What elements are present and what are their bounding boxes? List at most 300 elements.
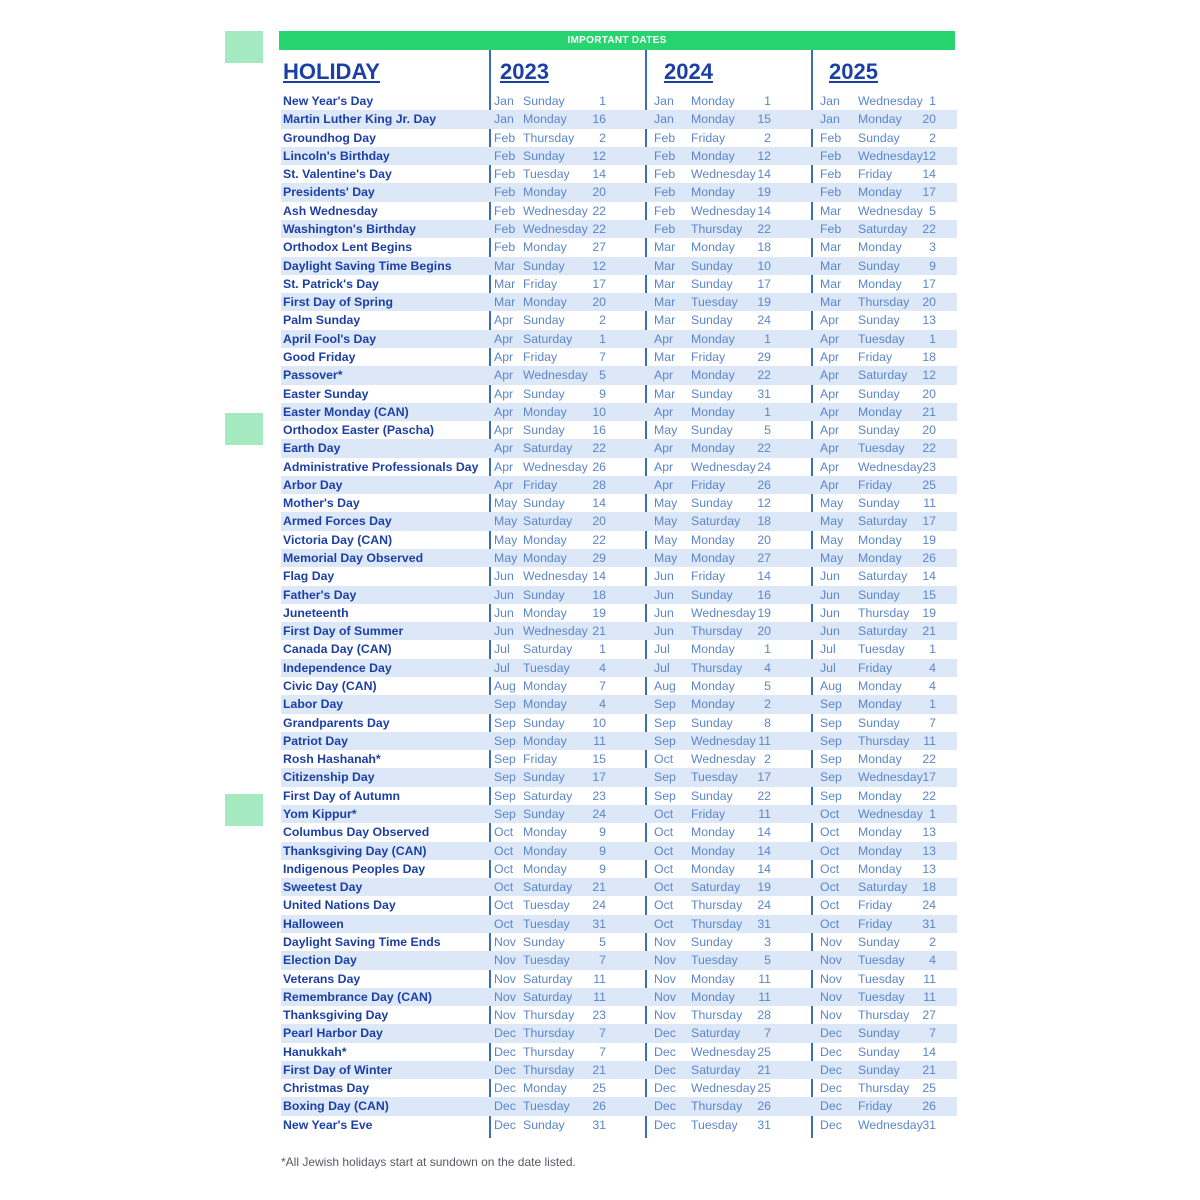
2023-day-number: 17 — [592, 276, 606, 291]
2023-weekday: Tuesday — [523, 916, 570, 931]
2025-weekday: Tuesday — [858, 331, 905, 346]
table-row — [281, 842, 957, 860]
table-row — [281, 622, 957, 640]
2025-weekday: Monday — [858, 185, 902, 200]
2025-day-number: 11 — [923, 496, 936, 511]
2024-weekday: Monday — [691, 185, 735, 200]
holiday-name: Easter Monday (CAN) — [283, 404, 409, 419]
holiday-name: April Fool's Day — [283, 331, 377, 346]
2023-day-number: 17 — [592, 770, 606, 785]
2025-day-number: 9 — [929, 258, 936, 273]
2023-day-number: 9 — [599, 386, 606, 401]
table-row — [281, 110, 957, 128]
table-row — [281, 1097, 957, 1115]
2025-month: Dec — [820, 1099, 842, 1114]
2025-weekday: Monday — [858, 404, 902, 419]
2024-day-number: 24 — [757, 898, 771, 913]
2023-day-number: 5 — [599, 368, 606, 383]
2024-month: Jan — [654, 112, 674, 127]
2023-day-number: 24 — [592, 806, 606, 821]
2025-month: Feb — [820, 167, 842, 182]
holiday-name: Hanukkah* — [283, 1044, 347, 1059]
2024-month: Apr — [654, 404, 674, 419]
holiday-name: United Nations Day — [283, 898, 396, 913]
table-row — [281, 293, 957, 311]
2023-weekday: Friday — [523, 752, 558, 767]
2024-day-number: 22 — [757, 368, 771, 383]
2024-month: Dec — [654, 1081, 676, 1096]
2025-month: Apr — [820, 441, 840, 456]
holiday-name: First Day of Autumn — [283, 788, 401, 803]
holiday-name: Martin Luther King Jr. Day — [283, 112, 437, 127]
table-row — [281, 220, 957, 238]
2025-day-number: 20 — [922, 386, 936, 401]
table-row — [281, 695, 957, 713]
2023-weekday: Sunday — [523, 715, 565, 730]
2025-day-number: 20 — [922, 295, 936, 310]
2023-day-number: 22 — [592, 532, 606, 547]
2024-weekday: Wednesday — [691, 1044, 756, 1059]
2025-month: Dec — [820, 1062, 842, 1077]
2024-weekday: Sunday — [691, 788, 733, 803]
2024-day-number: 5 — [764, 679, 771, 693]
2024-day-number: 26 — [757, 477, 771, 492]
2023-weekday: Sunday — [523, 423, 565, 438]
2025-day-number: 17 — [922, 185, 936, 200]
2023-weekday: Saturday — [523, 989, 573, 1004]
holiday-name: Pearl Harbor Day — [283, 1026, 383, 1041]
2025-weekday: Tuesday — [858, 441, 905, 456]
2025-month: Apr — [820, 477, 840, 492]
2023-month: Jul — [494, 660, 510, 675]
2025-day-number: 7 — [929, 715, 936, 730]
2024-month: Dec — [654, 1099, 676, 1114]
holiday-name: Christmas Day — [283, 1081, 370, 1096]
table-row — [281, 531, 957, 549]
2023-weekday: Sunday — [523, 258, 565, 273]
2023-weekday: Tuesday — [523, 953, 570, 968]
2025-day-number: 17 — [922, 276, 936, 291]
2024-day-number: 5 — [764, 953, 771, 968]
2023-month: Apr — [494, 331, 514, 346]
2025-month: Nov — [820, 934, 842, 949]
2024-weekday: Wednesday — [691, 752, 756, 767]
2024-weekday: Monday — [691, 989, 735, 1004]
2023-day-number: 14 — [592, 167, 606, 182]
2025-day-number: 14 — [922, 167, 936, 182]
2023-day-number: 9 — [599, 861, 606, 876]
holiday-name: Yom Kippur* — [283, 806, 357, 821]
2024-month: May — [654, 532, 678, 547]
2023-month: Jun — [494, 569, 514, 584]
holiday-name: Veterans Day — [283, 971, 361, 986]
holiday-name: Daylight Saving Time Ends — [283, 934, 441, 949]
2024-weekday: Wednesday — [691, 167, 756, 182]
2023-weekday: Saturday — [523, 441, 573, 456]
2024-weekday: Wednesday — [691, 203, 756, 218]
2024-weekday: Friday — [691, 477, 726, 492]
2023-month: Feb — [494, 148, 516, 163]
page-tab-top — [225, 31, 263, 63]
holiday-name: Armed Forces Day — [283, 514, 392, 529]
2023-day-number: 14 — [592, 496, 606, 511]
2023-weekday: Monday — [523, 240, 567, 255]
2025-day-number: 21 — [922, 624, 936, 639]
2023-weekday: Monday — [523, 112, 567, 127]
2023-weekday: Monday — [523, 843, 567, 858]
2023-day-number: 12 — [592, 148, 606, 163]
2024-weekday: Tuesday — [691, 953, 738, 968]
2023-weekday: Tuesday — [523, 898, 570, 913]
2024-month: Feb — [654, 221, 676, 236]
2023-day-number: 9 — [599, 825, 606, 840]
2023-day-number: 20 — [592, 295, 606, 310]
2024-day-number: 5 — [764, 423, 771, 438]
2023-month: Feb — [494, 203, 516, 218]
table-row — [281, 787, 957, 805]
2023-weekday: Monday — [523, 679, 567, 693]
table-row — [281, 714, 957, 732]
2023-month: Nov — [494, 989, 516, 1004]
2024-weekday: Tuesday — [691, 770, 738, 785]
2024-weekday: Monday — [691, 642, 735, 657]
2023-weekday: Monday — [523, 1081, 567, 1096]
2025-weekday: Saturday — [858, 880, 908, 895]
2024-day-number: 24 — [757, 459, 771, 474]
2024-month: Sep — [654, 770, 676, 785]
2024-weekday: Sunday — [691, 715, 733, 730]
2024-month: Oct — [654, 861, 674, 876]
2024-month: Feb — [654, 203, 676, 218]
2025-month: May — [820, 532, 844, 547]
2024-month: Sep — [654, 697, 676, 712]
2024-month: Oct — [654, 825, 674, 840]
2023-day-number: 4 — [599, 660, 606, 675]
2024-weekday: Friday — [691, 130, 726, 145]
2023-month: Sep — [494, 788, 516, 803]
2025-day-number: 4 — [929, 679, 936, 693]
banner-title: IMPORTANT DATES — [279, 31, 955, 50]
2023-weekday: Monday — [523, 861, 567, 876]
table-row — [281, 165, 957, 183]
2025-day-number: 11 — [923, 971, 936, 986]
2023-weekday: Wednesday — [523, 203, 588, 218]
2023-day-number: 2 — [599, 313, 606, 328]
2024-month: Jul — [654, 660, 670, 675]
2024-day-number: 1 — [764, 642, 771, 657]
2024-day-number: 2 — [764, 752, 771, 767]
2025-day-number: 26 — [922, 551, 936, 566]
holiday-name: Indigenous Peoples Day — [283, 861, 426, 876]
2025-weekday: Thursday — [858, 1081, 910, 1096]
2024-month: Apr — [654, 477, 674, 492]
2023-month: Aug — [494, 679, 516, 693]
2023-weekday: Sunday — [523, 806, 565, 821]
2025-day-number: 3 — [929, 240, 936, 255]
table-row — [281, 476, 957, 494]
2023-weekday: Monday — [523, 605, 567, 620]
2025-month: Nov — [820, 953, 842, 968]
2024-day-number: 27 — [757, 551, 771, 566]
2025-month: Oct — [820, 843, 840, 858]
2025-month: Oct — [820, 880, 840, 895]
2023-month: Feb — [494, 221, 516, 236]
2025-weekday: Sunday — [858, 130, 900, 145]
2023-month: Jun — [494, 587, 514, 602]
table-row — [281, 878, 957, 896]
2024-day-number: 20 — [757, 624, 771, 639]
page-tab-bottom — [225, 794, 263, 826]
2025-weekday: Wednesday — [858, 148, 923, 163]
2023-day-number: 7 — [599, 1044, 606, 1059]
2024-month: Dec — [654, 1044, 676, 1059]
header-2023: 2023 — [500, 59, 549, 84]
2023-weekday: Monday — [523, 733, 567, 748]
2023-weekday: Friday — [523, 276, 558, 291]
2025-day-number: 26 — [922, 1099, 936, 1114]
holiday-name: Lincoln's Birthday — [283, 148, 390, 163]
table-row — [281, 951, 957, 969]
2025-month: May — [820, 514, 844, 529]
2024-weekday: Friday — [691, 806, 726, 821]
table-row — [281, 494, 957, 512]
holiday-name: First Day of Winter — [283, 1062, 393, 1077]
2025-day-number: 19 — [922, 605, 936, 620]
2023-weekday: Monday — [523, 697, 567, 712]
2024-weekday: Sunday — [691, 496, 733, 511]
2023-weekday: Friday — [523, 477, 558, 492]
2023-weekday: Saturday — [523, 880, 573, 895]
2025-day-number: 15 — [922, 587, 936, 602]
2025-weekday: Wednesday — [858, 806, 923, 821]
2024-weekday: Friday — [691, 569, 726, 584]
2025-weekday: Wednesday — [858, 94, 923, 108]
2023-month: May — [494, 551, 518, 566]
table-row — [281, 1043, 957, 1061]
2024-day-number: 14 — [757, 167, 771, 182]
2023-month: Oct — [494, 825, 514, 840]
holiday-name: Halloween — [283, 916, 344, 931]
2023-day-number: 14 — [592, 569, 606, 584]
2025-day-number: 2 — [929, 934, 936, 949]
2024-month: Nov — [654, 971, 676, 986]
2024-weekday: Sunday — [691, 386, 733, 401]
2025-weekday: Saturday — [858, 569, 908, 584]
2023-weekday: Thursday — [523, 1026, 575, 1041]
2024-weekday: Monday — [691, 331, 735, 346]
2024-day-number: 11 — [758, 971, 771, 986]
2023-day-number: 16 — [592, 423, 606, 438]
holiday-name: Good Friday — [283, 349, 356, 364]
2023-day-number: 24 — [592, 898, 606, 913]
2023-day-number: 10 — [592, 715, 606, 730]
2025-weekday: Sunday — [858, 258, 900, 273]
2023-weekday: Sunday — [523, 770, 565, 785]
2024-month: Oct — [654, 752, 674, 767]
2024-month: May — [654, 423, 678, 438]
holiday-name: Ash Wednesday — [283, 203, 378, 218]
2025-day-number: 17 — [922, 770, 936, 785]
2024-weekday: Sunday — [691, 258, 733, 273]
holiday-name: New Year's Day — [283, 94, 374, 108]
2023-day-number: 23 — [592, 1008, 606, 1023]
holiday-name: Sweetest Day — [283, 880, 363, 895]
2024-month: May — [654, 496, 678, 511]
2023-day-number: 1 — [599, 642, 606, 657]
2024-weekday: Tuesday — [691, 1117, 738, 1132]
2023-month: Jun — [494, 624, 514, 639]
2025-day-number: 31 — [922, 916, 936, 931]
2024-day-number: 22 — [757, 788, 771, 803]
2023-month: Apr — [494, 441, 514, 456]
2023-day-number: 7 — [599, 953, 606, 968]
2024-month: Dec — [654, 1062, 676, 1077]
2023-weekday: Tuesday — [523, 1099, 570, 1114]
2025-month: Feb — [820, 221, 842, 236]
2023-month: Feb — [494, 240, 516, 255]
2025-day-number: 7 — [929, 1026, 936, 1041]
table-row — [281, 439, 957, 457]
2024-month: Nov — [654, 1008, 676, 1023]
2024-weekday: Thursday — [691, 916, 743, 931]
2025-month: Aug — [820, 679, 842, 693]
2023-day-number: 19 — [592, 605, 606, 620]
2023-month: Apr — [494, 477, 514, 492]
table-row — [281, 238, 957, 256]
2023-day-number: 12 — [592, 258, 606, 273]
2025-day-number: 1 — [929, 806, 936, 821]
2023-day-number: 20 — [592, 514, 606, 529]
2025-day-number: 22 — [922, 788, 936, 803]
table-row — [281, 586, 957, 604]
2025-weekday: Sunday — [858, 313, 900, 328]
2024-weekday: Saturday — [691, 1062, 741, 1077]
2024-weekday: Thursday — [691, 1099, 743, 1114]
footnote: *All Jewish holidays start at sundown on the date listed. — [281, 1155, 576, 1169]
2025-day-number: 23 — [922, 459, 936, 474]
2025-weekday: Sunday — [858, 1062, 900, 1077]
2024-month: Aug — [654, 679, 676, 693]
2024-weekday: Wednesday — [691, 1081, 756, 1096]
table-row — [281, 915, 957, 933]
2024-month: Mar — [654, 386, 676, 401]
2025-weekday: Wednesday — [858, 203, 923, 218]
2024-day-number: 11 — [758, 806, 771, 821]
2023-weekday: Monday — [523, 185, 567, 200]
2024-month: Sep — [654, 788, 676, 803]
2023-month: Apr — [494, 404, 514, 419]
2025-weekday: Monday — [858, 843, 902, 858]
2023-day-number: 25 — [592, 1081, 606, 1096]
2024-day-number: 18 — [757, 514, 771, 529]
2025-weekday: Wednesday — [858, 459, 923, 474]
table-row — [281, 896, 957, 914]
2024-month: Oct — [654, 880, 674, 895]
2025-weekday: Monday — [858, 679, 902, 693]
2023-day-number: 4 — [599, 697, 606, 712]
table-row — [281, 750, 957, 768]
2025-month: Apr — [820, 404, 840, 419]
holiday-name: Flag Day — [283, 569, 335, 584]
2025-day-number: 14 — [922, 1044, 936, 1059]
table-row — [281, 458, 957, 476]
2023-day-number: 2 — [599, 130, 606, 145]
holiday-name: Easter Sunday — [283, 386, 369, 401]
2023-month: Sep — [494, 806, 516, 821]
2023-weekday: Sunday — [523, 94, 565, 108]
2023-month: Apr — [494, 313, 514, 328]
2025-month: Sep — [820, 752, 842, 767]
2024-day-number: 17 — [757, 770, 771, 785]
2025-month: Sep — [820, 788, 842, 803]
2025-day-number: 14 — [922, 569, 936, 584]
table-row — [281, 512, 957, 530]
2025-month: Sep — [820, 770, 842, 785]
2023-weekday: Sunday — [523, 934, 565, 949]
2024-weekday: Monday — [691, 697, 735, 712]
2024-day-number: 19 — [757, 185, 771, 200]
2025-month: Sep — [820, 733, 842, 748]
2023-day-number: 22 — [592, 441, 606, 456]
2024-weekday: Saturday — [691, 514, 741, 529]
2023-day-number: 21 — [592, 624, 606, 639]
2025-day-number: 27 — [922, 1008, 936, 1023]
2024-month: May — [654, 551, 678, 566]
2024-day-number: 11 — [758, 733, 771, 748]
2023-weekday: Thursday — [523, 130, 575, 145]
2025-weekday: Tuesday — [858, 953, 905, 968]
2023-month: Jun — [494, 605, 514, 620]
2023-month: Dec — [494, 1044, 516, 1059]
2023-day-number: 7 — [599, 349, 606, 364]
2024-day-number: 1 — [764, 94, 771, 108]
2025-weekday: Saturday — [858, 221, 908, 236]
2024-day-number: 1 — [764, 331, 771, 346]
holiday-name: New Year's Eve — [283, 1117, 373, 1132]
2023-day-number: 18 — [592, 587, 606, 602]
2024-day-number: 14 — [757, 569, 771, 584]
2025-month: Nov — [820, 1008, 842, 1023]
2024-month: Jun — [654, 605, 674, 620]
2025-weekday: Sunday — [858, 715, 900, 730]
2025-month: Dec — [820, 1026, 842, 1041]
2025-day-number: 11 — [923, 733, 936, 748]
2025-day-number: 20 — [922, 112, 936, 127]
table-row — [281, 823, 957, 841]
table-row — [281, 659, 957, 677]
2023-month: Sep — [494, 715, 516, 730]
2024-weekday: Thursday — [691, 624, 743, 639]
2024-day-number: 10 — [757, 258, 771, 273]
holiday-name: Orthodox Easter (Pascha) — [283, 423, 435, 438]
2025-weekday: Wednesday — [858, 1117, 923, 1132]
2025-weekday: Sunday — [858, 386, 900, 401]
2025-month: Jan — [820, 112, 840, 127]
2024-day-number: 1 — [764, 404, 771, 419]
2024-day-number: 4 — [764, 660, 771, 675]
holiday-name: Boxing Day (CAN) — [283, 1099, 389, 1114]
2025-weekday: Monday — [858, 240, 902, 255]
2024-weekday: Monday — [691, 368, 735, 383]
2025-day-number: 2 — [929, 130, 936, 145]
holiday-name: Arbor Day — [283, 477, 343, 492]
2023-month: Oct — [494, 861, 514, 876]
2024-weekday: Friday — [691, 349, 726, 364]
2024-weekday: Monday — [691, 112, 735, 127]
2024-month: Mar — [654, 295, 676, 310]
2024-month: Feb — [654, 167, 676, 182]
2023-day-number: 5 — [599, 934, 606, 949]
